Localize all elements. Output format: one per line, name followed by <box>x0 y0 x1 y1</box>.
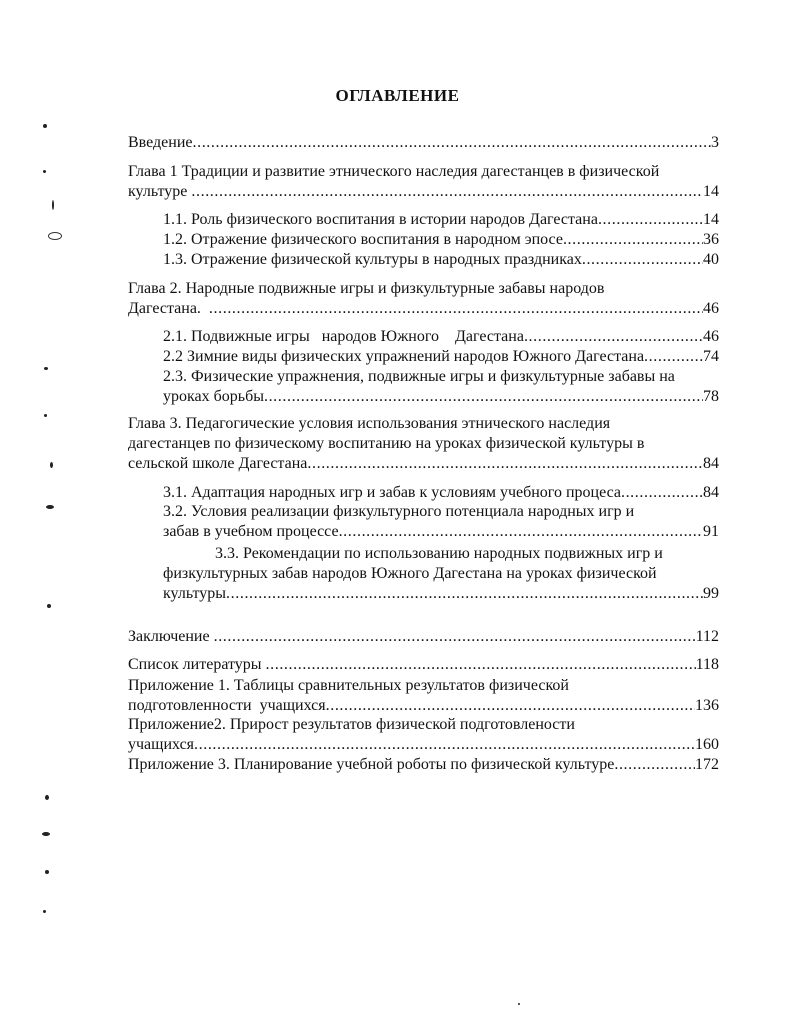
toc-entry-2-2[interactable] <box>163 347 719 367</box>
scan-speck <box>44 367 48 370</box>
toc-page-number: 40 <box>703 251 719 268</box>
scan-speck <box>52 200 54 210</box>
toc-leader <box>194 735 695 755</box>
toc-leader <box>598 210 703 230</box>
scan-speck <box>44 414 47 417</box>
toc-entry-label: 1.3. Отражение физической культуры в народных праздниках <box>163 251 582 268</box>
toc-entry-label: 1.2. Отражение физического воспитания в народном эпосе <box>163 231 563 248</box>
toc-entry-3-1[interactable] <box>163 483 719 503</box>
toc-entry-label: Приложение 3. Планирование учебной роботы по физической культуре <box>128 756 615 773</box>
toc-entry-label: культуре <box>128 183 192 200</box>
scan-speck <box>43 910 46 913</box>
toc-entry-appendix-2[interactable] <box>128 735 719 755</box>
toc-leader <box>209 299 703 319</box>
toc-leader <box>563 230 703 250</box>
toc-entry-label: учащихся <box>128 736 195 753</box>
toc-entry-chapter-2[interactable] <box>128 299 719 319</box>
toc-page-number: 14 <box>703 183 719 200</box>
toc-entry-label: 2.2 Зимние виды физических упражнений народов Южного Дагестана <box>163 348 645 365</box>
toc-page-number: 91 <box>703 523 719 540</box>
toc-page-number: 84 <box>703 484 719 501</box>
toc-page-number: 14 <box>703 211 719 228</box>
toc-entry-appendix-2-line-1[interactable]: Приложение2. Прирост результатов физической подготовлености <box>128 716 575 733</box>
toc-leader <box>191 182 703 202</box>
toc-entry-3-3-line-1[interactable]: 3.3. Рекомендации по использованию народных подвижных игр и <box>215 545 663 562</box>
toc-entry-3-3[interactable] <box>163 584 719 604</box>
scan-speck <box>48 232 62 240</box>
toc-entry-label: забав в учебном процессе <box>163 523 339 540</box>
toc-entry-label: Дагестана. <box>128 300 209 317</box>
toc-entry-introduction[interactable] <box>128 133 719 153</box>
toc-page-number: 160 <box>695 736 719 753</box>
toc-page-number: 118 <box>695 656 719 673</box>
toc-entry-label: 3.1. Адаптация народных игр и забав к условиям учебного процеса <box>163 484 621 501</box>
toc-entry-2-3[interactable] <box>163 387 719 407</box>
toc-leader <box>644 347 703 367</box>
toc-entry-chapter-1-line-1[interactable]: Глава 1 Традиции и развитие этнического наследия дагестанцев в физической <box>128 163 660 180</box>
toc-page-number: 112 <box>695 628 719 645</box>
toc-page-number: 36 <box>703 231 719 248</box>
scan-speck <box>518 1003 520 1005</box>
toc-entry-chapter-3-line-1[interactable]: Глава 3. Педагогические условия использования этнического наследия <box>128 415 611 432</box>
toc-entry-label: культуры <box>163 585 227 602</box>
toc-leader <box>524 327 703 347</box>
toc-entry-label: подготовленности учащихся <box>128 697 326 714</box>
toc-entry-3-3-line-2[interactable]: физкультурных забав народов Южного Дагестана на уроках физической <box>163 565 657 582</box>
toc-entry-label: 2.1. Подвижные игры народов Южного Дагестана <box>163 328 524 345</box>
toc-entry-3-2[interactable] <box>163 522 719 542</box>
toc-leader <box>307 454 703 474</box>
scan-speck <box>45 795 49 800</box>
toc-entry-appendix-3[interactable] <box>128 755 719 775</box>
toc-entry-appendix-1-line-1[interactable]: Приложение 1. Таблицы сравнительных результатов физической <box>128 677 569 694</box>
toc-entry-1-3[interactable] <box>163 250 719 270</box>
toc-entry-chapter-1[interactable] <box>128 182 719 202</box>
toc-leader <box>582 250 703 270</box>
toc-leader <box>226 584 703 604</box>
toc-entry-label: 1.1. Роль физического воспитания в истории народов Дагестана <box>163 211 598 228</box>
toc-page-number: 136 <box>695 697 719 714</box>
toc-leader <box>214 627 696 647</box>
toc-entry-conclusion[interactable] <box>128 627 719 647</box>
toc-entry-label: сельской школе Дагестана <box>128 455 308 472</box>
toc-leader <box>266 655 696 675</box>
toc-leader <box>339 522 703 542</box>
toc-leader <box>264 387 703 407</box>
toc-page-number: 46 <box>703 328 719 345</box>
toc-entry-label: уроках борьбы <box>163 388 264 405</box>
toc-entry-chapter-3-line-2[interactable]: дагестанцев по физическому воспитанию на уроках физической культуры в <box>128 435 645 452</box>
toc-entry-1-1[interactable] <box>163 210 719 230</box>
toc-page-number: 99 <box>703 585 719 602</box>
toc-page-number: 3 <box>711 134 719 151</box>
toc-entry-appendix-1[interactable] <box>128 696 719 716</box>
scan-speck <box>43 170 46 173</box>
scan-speck <box>45 870 49 874</box>
toc-entry-2-3-line-1[interactable]: 2.3. Физические упражнения, подвижные игры и физкультурные забавы на <box>163 368 675 385</box>
toc-entry-chapter-2-line-1[interactable]: Глава 2. Народные подвижные игры и физкультурные забавы народов <box>128 280 605 297</box>
toc-page-number: 84 <box>703 455 719 472</box>
toc-entry-chapter-3[interactable] <box>128 454 719 474</box>
toc-leader <box>614 755 695 775</box>
toc-page-number: 78 <box>703 388 719 405</box>
scan-speck <box>42 832 50 836</box>
scan-speck <box>43 124 47 128</box>
toc-page-number: 172 <box>695 756 719 773</box>
scan-speck <box>46 505 54 509</box>
toc-leader <box>621 483 703 503</box>
scan-speck <box>47 604 51 608</box>
toc-page-number: 46 <box>703 300 719 317</box>
toc-entry-2-1[interactable] <box>163 327 719 347</box>
toc-entry-3-2-line-1[interactable]: 3.2. Условия реализации физкультурного потенциала народных игр и <box>163 503 635 520</box>
toc-page-number: 74 <box>703 348 719 365</box>
toc-entry-bibliography[interactable] <box>128 655 719 675</box>
toc-leader <box>326 696 695 716</box>
scan-speck <box>50 462 53 468</box>
toc-entry-1-2[interactable] <box>163 230 719 250</box>
page-title: ОГЛАВЛЕНИЕ <box>335 86 460 105</box>
toc-leader <box>193 133 712 153</box>
toc-entry-label: Список литературы <box>128 656 266 673</box>
toc-entry-label: Введение <box>128 134 193 151</box>
toc-entry-label: Заключение <box>128 628 214 645</box>
